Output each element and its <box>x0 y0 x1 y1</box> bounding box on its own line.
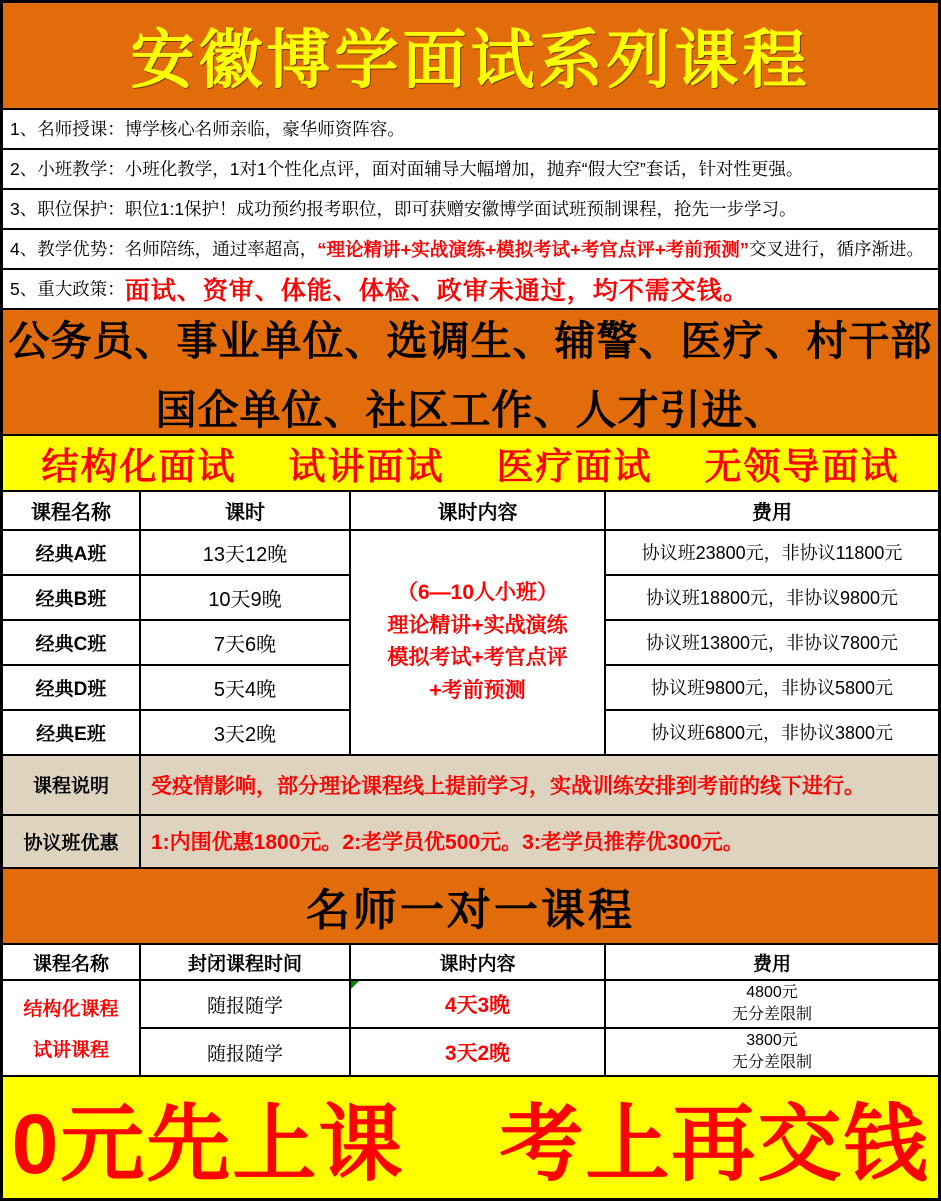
course-fee-d: 协议班9800元，非协议5800元 <box>606 666 938 711</box>
feature-row-5 <box>3 270 938 310</box>
oneone-schedule-1: 随报随学 <box>141 981 351 1029</box>
content-line-2: 理论精讲+实战演练 <box>387 613 568 637</box>
oneone-duration-1 <box>351 981 606 1029</box>
content-line-4: +考前预测 <box>429 678 526 702</box>
course-hours-d: 5天4晚 <box>141 666 351 711</box>
feature-4-text: 名师陪练，通过率超高， <box>124 239 318 260</box>
oneone-course-name-2: 试讲课程 <box>32 1040 109 1061</box>
category-banner <box>3 436 938 492</box>
green-corner-marker-icon <box>351 981 359 989</box>
course-fee-c: 协议班13800元，非协议7800元 <box>606 621 938 666</box>
slogan-part-1: 0元先上课 <box>11 1097 405 1191</box>
header2-cell-content: 课时内容 <box>351 945 606 981</box>
course-hours-c: 7天6晚 <box>141 621 351 666</box>
oneone-fee-2-amount: 3800元 <box>746 1032 798 1050</box>
header-cell-hours: 课时 <box>141 492 351 531</box>
course-fee-b: 协议班18800元，非协议9800元 <box>606 576 938 621</box>
poster-header <box>3 3 938 110</box>
one-on-one-banner <box>3 869 938 945</box>
feature-2-text: 小班化教学，1对1个性化点评，面对面辅导大幅增加，抛弃“假大空”套话，针对性更强。 <box>124 159 804 180</box>
feature-1-text: 博学核心名师亲临，豪华师资阵容。 <box>124 119 405 140</box>
content-line-3: 模拟考试+考官点评 <box>387 646 568 670</box>
discount-text: 1:内围优惠1800元。2:老学员优500元。3:老学员推荐优300元。 <box>141 816 938 869</box>
oneone-fee-1-note: 无分差限制 <box>731 1006 812 1023</box>
oneone-fee-2 <box>606 1029 938 1077</box>
content-line-1: （6—10人小班） <box>396 581 559 605</box>
course-note-label: 课程说明 <box>3 756 141 816</box>
course-note-row <box>3 756 938 816</box>
poster-title: 安徽博学面试系列课程 <box>130 25 811 97</box>
course-fee-e: 协议班6800元，非协议3800元 <box>606 711 938 756</box>
oneone-duration-2: 3天2晚 <box>351 1029 606 1077</box>
oneone-fee-1 <box>606 981 938 1029</box>
course-name-a: 经典A班 <box>3 531 141 576</box>
oneone-course-names <box>3 981 141 1077</box>
oneone-fee-1-amount: 4800元 <box>746 984 798 1002</box>
feature-4-highlight: “理论精讲+实战演练+模拟考试+考官点评+考前预测” <box>317 238 749 260</box>
course-name-b: 经典B班 <box>3 576 141 621</box>
header-cell-fee: 费用 <box>606 492 938 531</box>
category-item-3: 医疗面试 <box>496 445 653 487</box>
feature-row-2 <box>3 150 938 190</box>
header2-cell-fee: 费用 <box>606 945 938 981</box>
feature-row-4 <box>3 230 938 270</box>
course-name-d: 经典D班 <box>3 666 141 711</box>
course-hours-b: 10天9晚 <box>141 576 351 621</box>
feature-4-label: 4、教学优势： <box>10 239 125 260</box>
feature-row-1 <box>3 110 938 150</box>
oneone-table-header <box>3 945 938 981</box>
bottom-slogan-banner <box>3 1077 938 1198</box>
feature-5-label: 5、重大政策： <box>10 279 125 300</box>
category-item-1: 结构化面试 <box>41 445 237 487</box>
category-item-2: 试讲面试 <box>288 445 445 487</box>
course-note-text: 受疫情影响，部分理论课程线上提前学习，实战训练安排到考前的线下进行。 <box>141 756 938 816</box>
feature-list <box>3 110 938 310</box>
feature-2-label: 2、小班教学： <box>10 159 125 180</box>
oneone-table-body <box>3 981 938 1077</box>
feature-4-tail: 交叉进行，循序渐进。 <box>748 239 924 260</box>
one-on-one-title: 名师一对一课程 <box>306 885 635 935</box>
course-fee-a: 协议班23800元，非协议11800元 <box>606 531 938 576</box>
oneone-fee-2-note: 无分差限制 <box>731 1054 812 1071</box>
slogan-part-2: 考上再交钱 <box>499 1097 930 1191</box>
header-cell-content: 课时内容 <box>351 492 606 531</box>
header-cell-course-name: 课程名称 <box>3 492 141 531</box>
feature-3-text: 职位1:1保护！成功预约报考职位，即可获赠安徽博学面试班预制课程，抢先一步学习。 <box>124 199 797 220</box>
oneone-schedule-2: 随报随学 <box>141 1029 351 1077</box>
course-table-header <box>3 492 938 531</box>
audience-banner <box>3 310 938 436</box>
oneone-course-name-1: 结构化课程 <box>23 999 119 1020</box>
header2-cell-schedule: 封闭课程时间 <box>141 945 351 981</box>
feature-row-3 <box>3 190 938 230</box>
discount-row <box>3 816 938 869</box>
category-item-4: 无领导面试 <box>704 445 900 487</box>
course-hours-a: 13天12晚 <box>141 531 351 576</box>
course-content-merged <box>351 531 606 756</box>
feature-3-label: 3、职位保护： <box>10 199 125 220</box>
feature-5-highlight: 面试、资审、体能、体检、政审未通过，均不需交钱。 <box>124 277 749 305</box>
course-name-c: 经典C班 <box>3 621 141 666</box>
feature-1-label: 1、名师授课： <box>10 119 125 140</box>
course-table-body <box>3 531 938 756</box>
course-name-e: 经典E班 <box>3 711 141 756</box>
audience-line-2: 国企单位、社区工作、人才引进、 <box>155 386 786 433</box>
discount-label: 协议班优惠 <box>3 816 141 869</box>
header2-cell-course-name: 课程名称 <box>3 945 141 981</box>
audience-line-1: 公务员、事业单位、选调生、辅警、医疗、村干部 <box>8 317 933 364</box>
course-hours-e: 3天2晚 <box>141 711 351 756</box>
oneone-duration-1-text: 4天3晚 <box>444 994 511 1017</box>
